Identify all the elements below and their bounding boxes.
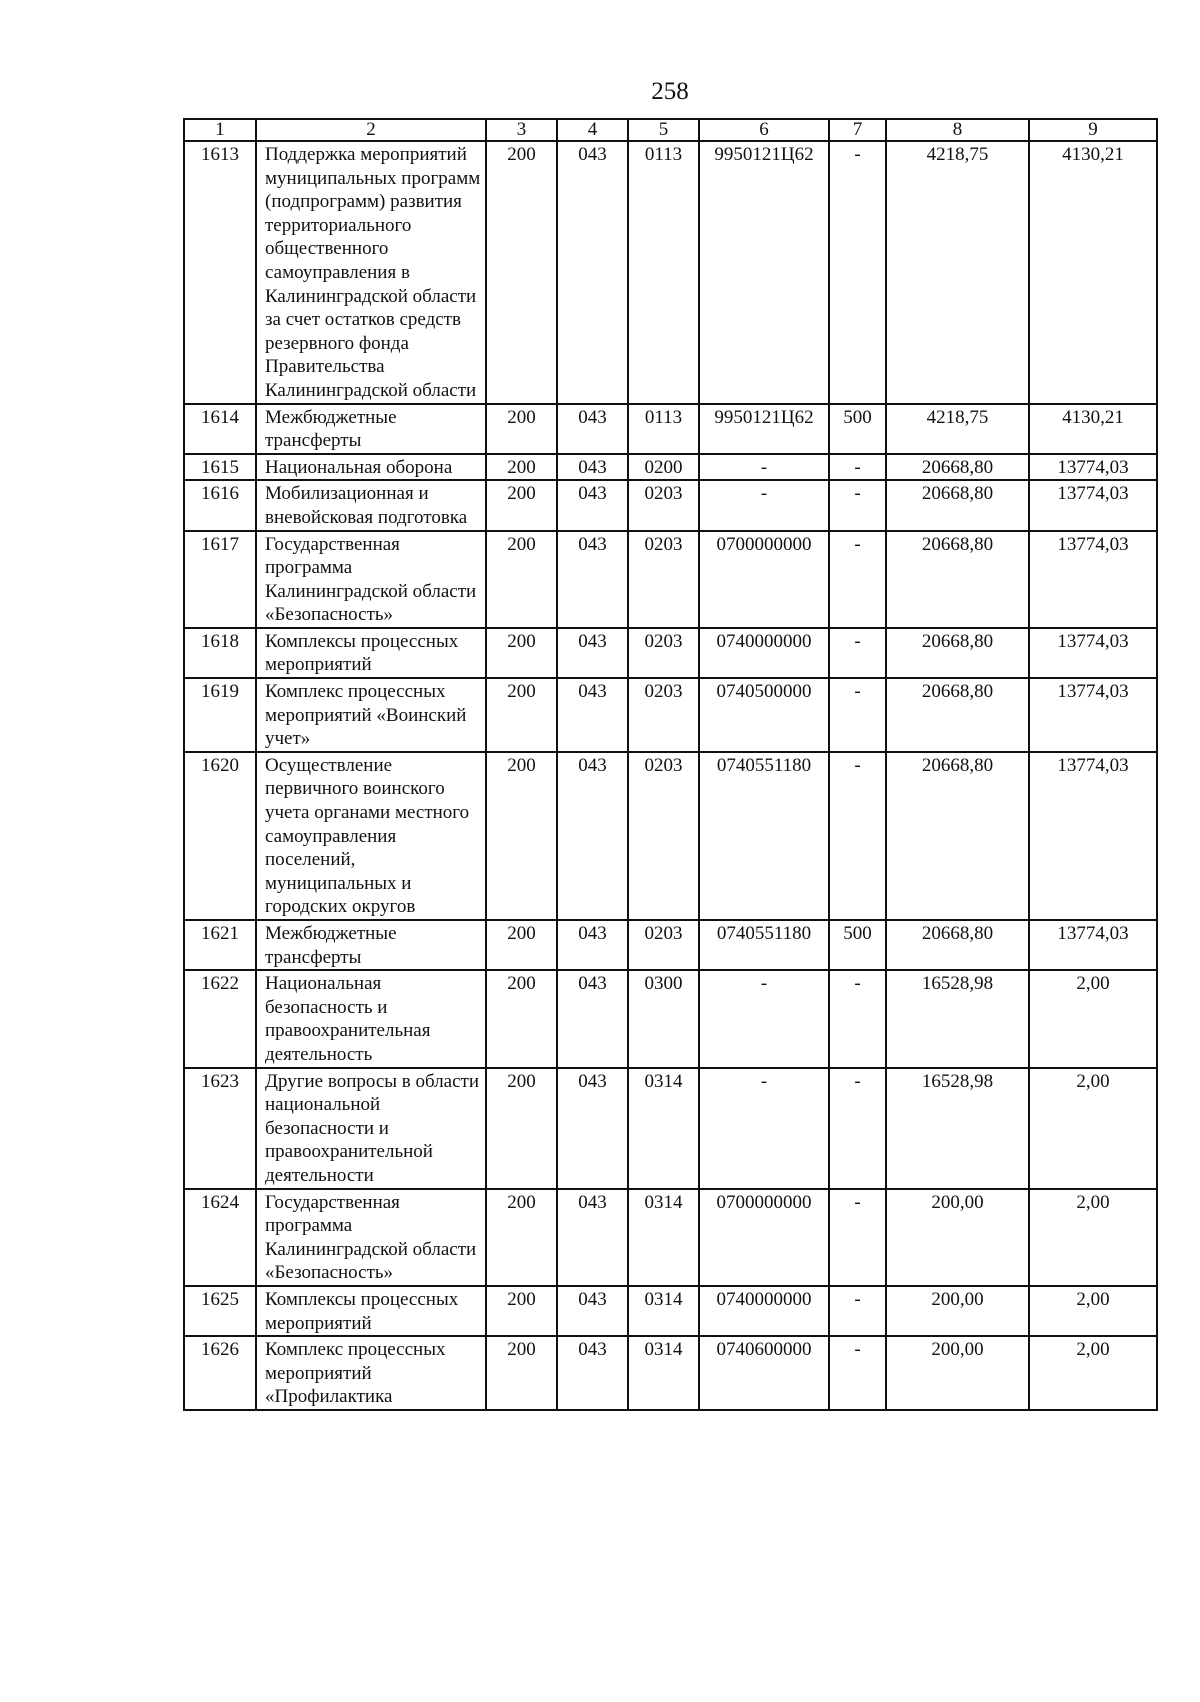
code-col-4: 043 [557,1189,628,1286]
table-header-row [184,119,1157,141]
section-code: 0314 [628,1189,699,1286]
code-col-3: 200 [486,141,557,404]
code-col-3: 200 [486,920,557,970]
row-number: 1626 [184,1336,256,1410]
table-row [184,1189,1157,1286]
code-col-4: 043 [557,752,628,920]
budget-table [183,118,1158,1411]
row-number: 1615 [184,454,256,481]
amount-col-9: 13774,03 [1029,531,1157,628]
code-col-4: 043 [557,1286,628,1336]
column-header: 5 [628,119,699,141]
target-item-code: 0740551180 [699,752,829,920]
row-number: 1613 [184,141,256,404]
code-col-4: 043 [557,454,628,481]
table-row [184,752,1157,920]
section-code: 0203 [628,678,699,752]
row-name: Комплексы процессных мероприятий [256,1286,486,1336]
target-item-code: - [699,1068,829,1189]
amount-col-9: 13774,03 [1029,920,1157,970]
amount-col-9: 2,00 [1029,1286,1157,1336]
section-code: 0113 [628,141,699,404]
target-item-code: 0740000000 [699,628,829,678]
code-col-3: 200 [486,970,557,1067]
section-code: 0203 [628,920,699,970]
row-number: 1624 [184,1189,256,1286]
amount-col-8: 16528,98 [886,970,1029,1067]
section-code: 0113 [628,404,699,454]
amount-col-8: 200,00 [886,1336,1029,1410]
amount-col-8: 20668,80 [886,628,1029,678]
row-name: Государственная программа Калининградской области «Безопасность» [256,1189,486,1286]
expense-type-code: - [829,1189,886,1286]
row-number: 1622 [184,970,256,1067]
amount-col-9: 2,00 [1029,970,1157,1067]
row-number: 1625 [184,1286,256,1336]
row-number: 1620 [184,752,256,920]
code-col-4: 043 [557,678,628,752]
row-number: 1621 [184,920,256,970]
section-code: 0314 [628,1336,699,1410]
code-col-4: 043 [557,970,628,1067]
row-name: Межбюджетные трансферты [256,920,486,970]
target-item-code: 0740600000 [699,1336,829,1410]
amount-col-8: 200,00 [886,1286,1029,1336]
row-name: Комплекс процессных мероприятий «Профилактика [256,1336,486,1410]
row-number: 1618 [184,628,256,678]
amount-col-8: 20668,80 [886,480,1029,530]
expense-type-code: - [829,678,886,752]
section-code: 0203 [628,628,699,678]
row-name: Поддержка мероприятий муниципальных программ (подпрограмм) развития территориального общественного самоуправления в Калининградской области за счет остатков средств резервного фонда Правительства Калининградской области [256,141,486,404]
column-header: 6 [699,119,829,141]
amount-col-9: 2,00 [1029,1068,1157,1189]
column-header: 8 [886,119,1029,141]
section-code: 0314 [628,1068,699,1189]
amount-col-9: 4130,21 [1029,141,1157,404]
amount-col-9: 13774,03 [1029,678,1157,752]
amount-col-8: 200,00 [886,1189,1029,1286]
amount-col-9: 4130,21 [1029,404,1157,454]
column-header: 3 [486,119,557,141]
amount-col-9: 13774,03 [1029,628,1157,678]
table-row [184,141,1157,404]
section-code: 0200 [628,454,699,481]
table-row [184,970,1157,1067]
code-col-4: 043 [557,141,628,404]
amount-col-8: 16528,98 [886,1068,1029,1189]
amount-col-9: 13774,03 [1029,752,1157,920]
target-item-code: 0740551180 [699,920,829,970]
expense-type-code: - [829,752,886,920]
row-number: 1617 [184,531,256,628]
expense-type-code: - [829,141,886,404]
section-code: 0314 [628,1286,699,1336]
code-col-4: 043 [557,628,628,678]
row-name: Комплексы процессных мероприятий [256,628,486,678]
expense-type-code: - [829,454,886,481]
code-col-4: 043 [557,404,628,454]
amount-col-9: 2,00 [1029,1189,1157,1286]
column-header: 1 [184,119,256,141]
table-row [184,920,1157,970]
column-header: 7 [829,119,886,141]
amount-col-9: 13774,03 [1029,454,1157,481]
amount-col-8: 20668,80 [886,454,1029,481]
table-row [184,531,1157,628]
column-header: 2 [256,119,486,141]
code-col-3: 200 [486,404,557,454]
expense-type-code: - [829,480,886,530]
expense-type-code: - [829,628,886,678]
section-code: 0300 [628,970,699,1067]
amount-col-8: 4218,75 [886,141,1029,404]
target-item-code: - [699,970,829,1067]
code-col-3: 200 [486,1189,557,1286]
section-code: 0203 [628,480,699,530]
code-col-3: 200 [486,1286,557,1336]
amount-col-8: 20668,80 [886,531,1029,628]
code-col-3: 200 [486,480,557,530]
table-row [184,628,1157,678]
table-row [184,678,1157,752]
table-row [184,404,1157,454]
row-name: Мобилизационная и вневойсковая подготовка [256,480,486,530]
code-col-3: 200 [486,454,557,481]
row-number: 1623 [184,1068,256,1189]
target-item-code: - [699,454,829,481]
amount-col-9: 13774,03 [1029,480,1157,530]
code-col-4: 043 [557,1336,628,1410]
column-header: 9 [1029,119,1157,141]
row-number: 1616 [184,480,256,530]
column-header: 4 [557,119,628,141]
code-col-4: 043 [557,1068,628,1189]
code-col-3: 200 [486,678,557,752]
row-name: Национальная безопасность и правоохранительная деятельность [256,970,486,1067]
expense-type-code: 500 [829,920,886,970]
expense-type-code: - [829,531,886,628]
target-item-code: 9950121Ц62 [699,404,829,454]
expense-type-code: - [829,1336,886,1410]
amount-col-9: 2,00 [1029,1336,1157,1410]
code-col-3: 200 [486,1068,557,1189]
target-item-code: 0700000000 [699,531,829,628]
row-name: Межбюджетные трансферты [256,404,486,454]
target-item-code: 0740500000 [699,678,829,752]
code-col-3: 200 [486,531,557,628]
row-name: Национальная оборона [256,454,486,481]
table-row [184,1336,1157,1410]
row-number: 1614 [184,404,256,454]
code-col-3: 200 [486,752,557,920]
section-code: 0203 [628,531,699,628]
expense-type-code: - [829,1286,886,1336]
code-col-4: 043 [557,531,628,628]
target-item-code: 9950121Ц62 [699,141,829,404]
table-row [184,1068,1157,1189]
section-code: 0203 [628,752,699,920]
amount-col-8: 20668,80 [886,752,1029,920]
expense-type-code: 500 [829,404,886,454]
target-item-code: - [699,480,829,530]
amount-col-8: 20668,80 [886,920,1029,970]
expense-type-code: - [829,1068,886,1189]
expense-type-code: - [829,970,886,1067]
amount-col-8: 4218,75 [886,404,1029,454]
row-name: Комплекс процессных мероприятий «Воинский учет» [256,678,486,752]
row-name: Государственная программа Калининградской области «Безопасность» [256,531,486,628]
table-body [184,141,1157,1410]
amount-col-8: 20668,80 [886,678,1029,752]
table-row [184,454,1157,481]
row-name: Осуществление первичного воинского учета органами местного самоуправления поселений, муниципальных и городских округов [256,752,486,920]
target-item-code: 0700000000 [699,1189,829,1286]
code-col-4: 043 [557,480,628,530]
table-row [184,1286,1157,1336]
code-col-3: 200 [486,1336,557,1410]
table-row [184,480,1157,530]
code-col-4: 043 [557,920,628,970]
code-col-3: 200 [486,628,557,678]
page-number: 258 [651,78,689,105]
row-name: Другие вопросы в области национальной безопасности и правоохранительной деятельности [256,1068,486,1189]
target-item-code: 0740000000 [699,1286,829,1336]
row-number: 1619 [184,678,256,752]
